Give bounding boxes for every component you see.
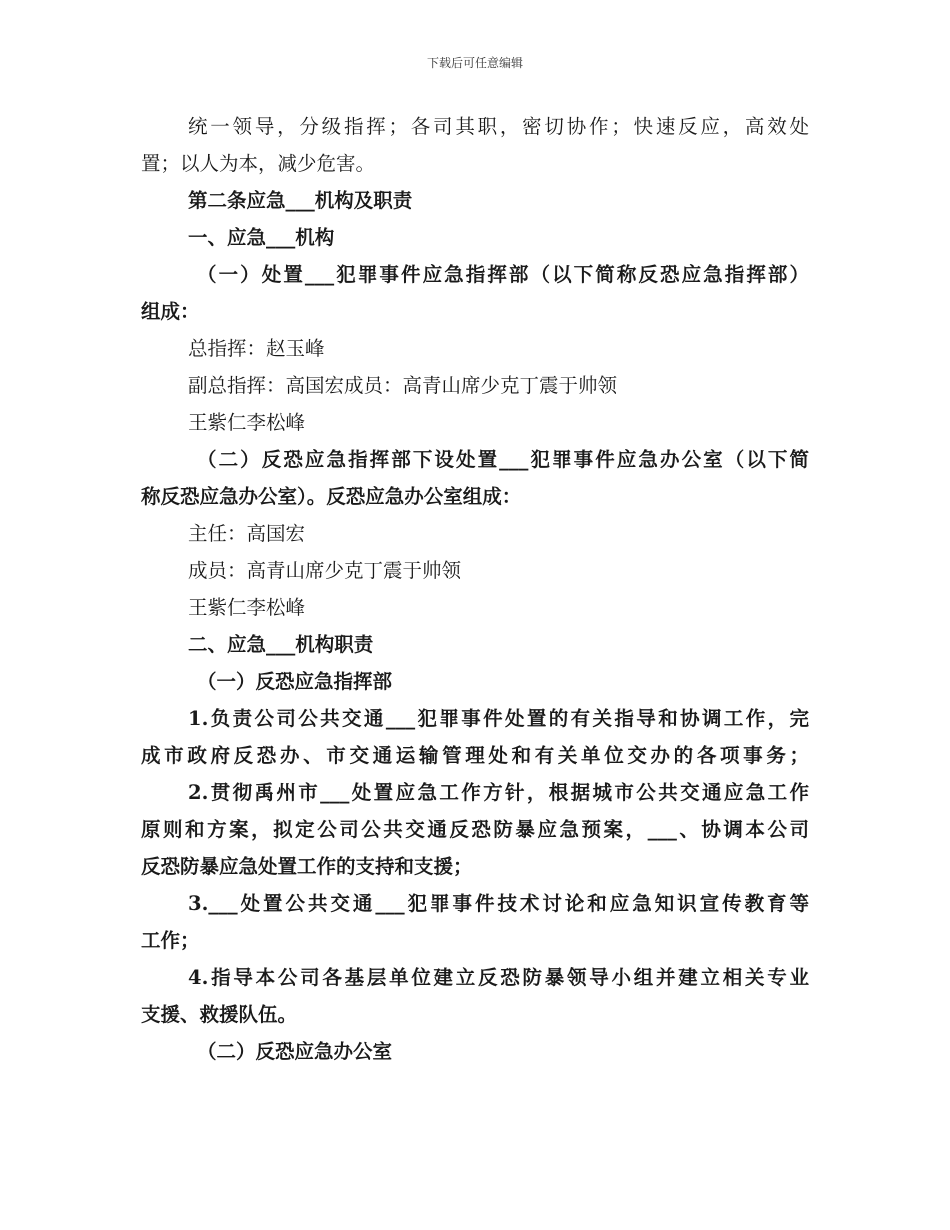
paragraph-line: 置；以人为本，减少危害。 xyxy=(141,152,376,175)
subsection-heading: 组成： xyxy=(141,300,200,323)
paragraph-line: 王紫仁李松峰 xyxy=(188,411,306,434)
list-item: 支援、救援队伍。 xyxy=(141,1003,298,1026)
subsection-heading: （一）处置___犯罪事件应急指挥部（以下简称反恐应急指挥部） xyxy=(197,263,809,286)
subsection-heading: （二）反恐应急指挥部下设处置___犯罪事件应急办公室（以下简 xyxy=(197,448,809,471)
paragraph-line: 王紫仁李松峰 xyxy=(188,596,306,619)
document-body xyxy=(141,108,809,1070)
list-item: 1.负责公司公共交通___犯罪事件处置的有关指导和协调工作，完 xyxy=(188,707,809,730)
subsection-heading: （一）反恐应急指挥部 xyxy=(197,670,393,693)
list-item: 工作； xyxy=(141,929,200,952)
paragraph-line: 统一领导，分级指挥；各司其职，密切协作；快速反应，高效处 xyxy=(188,115,809,138)
subsection-heading: 称反恐应急办公室）。反恐应急办公室组成： xyxy=(141,485,522,508)
list-item: 2.贯彻禹州市___处置应急工作方针，根据城市公共交通应急工作 xyxy=(188,781,809,804)
paragraph-line: 总指挥：赵玉峰 xyxy=(188,337,325,360)
paragraph-line: 副总指挥：高国宏成员：高青山席少克丁震于帅领 xyxy=(188,374,618,397)
paragraph-line: 成员：高青山席少克丁震于帅领 xyxy=(188,559,462,582)
list-item: 4.指导本公司各基层单位建立反恐防暴领导小组并建立相关专业 xyxy=(188,966,809,989)
subsection-heading: （二）反恐应急办公室 xyxy=(197,1040,393,1063)
list-item: 成市政府反恐办、市交通运输管理处和有关单位交办的各项事务； xyxy=(141,744,809,767)
paragraph-line: 主任：高国宏 xyxy=(188,522,306,545)
list-item: 反恐防暴应急处置工作的支持和支援； xyxy=(141,855,473,878)
section-heading: 第二条应急___机构及职责 xyxy=(188,189,413,212)
section-heading: 一、应急___机构 xyxy=(188,226,335,249)
list-item: 原则和方案，拟定公司公共交通反恐防暴应急预案，___、协调本公司 xyxy=(141,818,809,841)
section-heading: 二、应急___机构职责 xyxy=(188,633,374,656)
list-item: 3.___处置公共交通___犯罪事件技术讨论和应急知识宣传教育等 xyxy=(188,892,809,915)
page-header: 下载后可任意编辑 xyxy=(426,56,523,70)
